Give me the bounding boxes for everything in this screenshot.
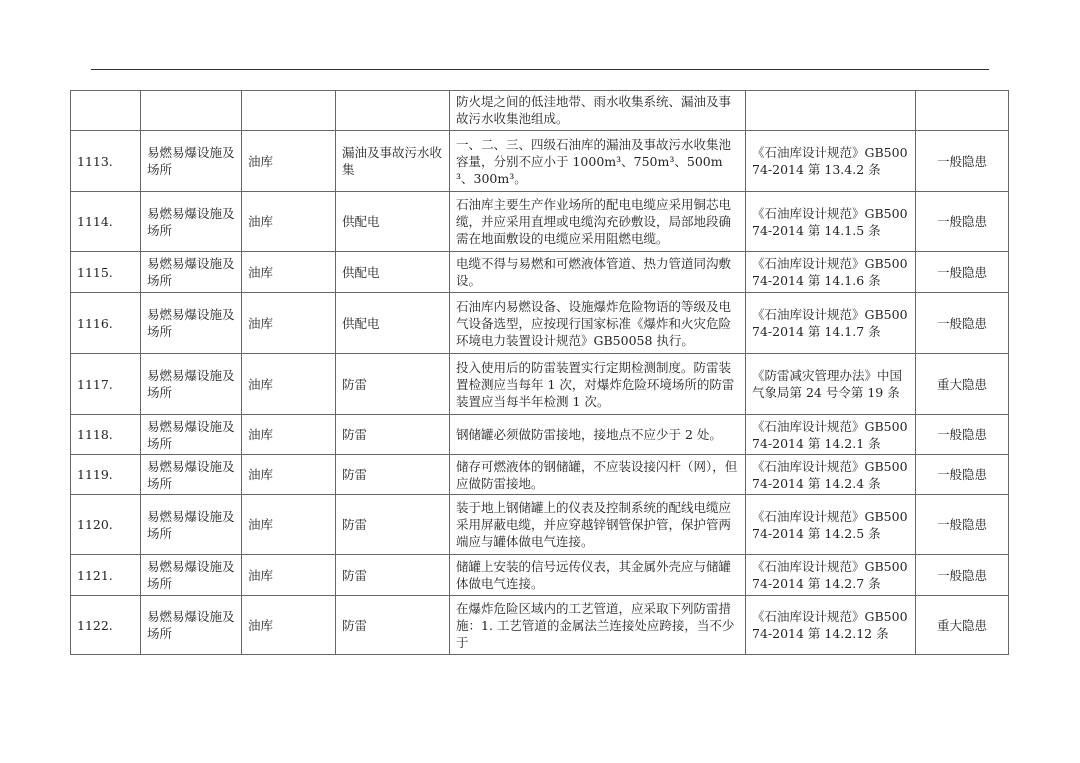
cell-level: 一般隐患 xyxy=(916,495,1009,555)
cell-level: 重大隐患 xyxy=(916,354,1009,415)
cell-item: 供配电 xyxy=(336,192,450,252)
cell-basis: 《石油库设计规范》GB50074-2014 第 14.2.5 条 xyxy=(746,495,916,555)
cell-basis: 《石油库设计规范》GB50074-2014 第 13.4.2 条 xyxy=(746,131,916,192)
cell-basis: 《石油库设计规范》GB50074-2014 第 14.2.1 条 xyxy=(746,415,916,455)
cell-item: 防雷 xyxy=(336,354,450,415)
cell-site: 油库 xyxy=(242,495,336,555)
cell-site: 油库 xyxy=(242,354,336,415)
cell-site: 油库 xyxy=(242,252,336,293)
cell-no: 1122. xyxy=(71,596,141,655)
cell-no: 1114. xyxy=(71,192,141,252)
cell-site: 油库 xyxy=(242,555,336,596)
cell-item: 供配电 xyxy=(336,252,450,293)
cell-level: 一般隐患 xyxy=(916,252,1009,293)
cell-level: 一般隐患 xyxy=(916,131,1009,192)
cell-site: 油库 xyxy=(242,596,336,655)
cell-basis: 《石油库设计规范》GB50074-2014 第 14.1.6 条 xyxy=(746,252,916,293)
cell-content: 电缆不得与易燃和可燃液体管道、热力管道同沟敷设。 xyxy=(450,252,746,293)
cell-category: 易燃易爆设施及场所 xyxy=(141,252,242,293)
cell-site: 油库 xyxy=(242,415,336,455)
cell-no: 1113. xyxy=(71,131,141,192)
table-row xyxy=(71,192,1009,252)
cell-content: 装于地上钢储罐上的仪表及控制系统的配线电缆应采用屏蔽电缆，并应穿越锌钢管保护管，保护管两端应与罐体做电气连接。 xyxy=(450,495,746,555)
cell-site xyxy=(242,91,336,131)
cell-item: 防雷 xyxy=(336,596,450,655)
cell-category: 易燃易爆设施及场所 xyxy=(141,596,242,655)
cell-site: 油库 xyxy=(242,131,336,192)
header-rule xyxy=(91,69,989,70)
cell-content: 石油库主要生产作业场所的配电电缆应采用铜芯电缆，并应采用直埋或电缆沟充砂敷设，局部地段确需在地面敷设的电缆应采用阻燃电缆。 xyxy=(450,192,746,252)
table-row xyxy=(71,455,1009,495)
cell-level: 一般隐患 xyxy=(916,555,1009,596)
cell-no: 1118. xyxy=(71,415,141,455)
cell-category: 易燃易爆设施及场所 xyxy=(141,293,242,354)
table-row xyxy=(71,415,1009,455)
cell-content: 在爆炸危险区域内的工艺管道，应采取下列防雷措施：1. 工艺管道的金属法兰连接处应跨接，当不少于 xyxy=(450,596,746,655)
cell-site: 油库 xyxy=(242,192,336,252)
cell-item: 防雷 xyxy=(336,495,450,555)
cell-category: 易燃易爆设施及场所 xyxy=(141,555,242,596)
cell-item: 防雷 xyxy=(336,455,450,495)
cell-no xyxy=(71,91,141,131)
cell-content: 石油库内易燃设备、设施爆炸危险物语的等级及电气设备选型，应按现行国家标准《爆炸和火灾危险环境电力装置设计规范》GB50058 执行。 xyxy=(450,293,746,354)
cell-level xyxy=(916,91,1009,131)
cell-level: 一般隐患 xyxy=(916,455,1009,495)
cell-content: 钢储罐必须做防雷接地，接地点不应少于 2 处。 xyxy=(450,415,746,455)
cell-category: 易燃易爆设施及场所 xyxy=(141,495,242,555)
cell-site: 油库 xyxy=(242,455,336,495)
cell-no: 1115. xyxy=(71,252,141,293)
cell-basis: 《石油库设计规范》GB50074-2014 第 14.1.5 条 xyxy=(746,192,916,252)
cell-category: 易燃易爆设施及场所 xyxy=(141,455,242,495)
table-row xyxy=(71,596,1009,655)
cell-category: 易燃易爆设施及场所 xyxy=(141,415,242,455)
cell-basis xyxy=(746,91,916,131)
cell-level: 重大隐患 xyxy=(916,596,1009,655)
cell-no: 1116. xyxy=(71,293,141,354)
table-row xyxy=(71,354,1009,415)
cell-content: 一、二、三、四级石油库的漏油及事故污水收集池容量，分别不应小于 1000m³、750m³、500m³、300m³。 xyxy=(450,131,746,192)
cell-content: 储罐上安装的信号远传仪表，其金属外壳应与储罐体做电气连接。 xyxy=(450,555,746,596)
cell-no: 1121. xyxy=(71,555,141,596)
cell-basis: 《防雷减灾管理办法》中国气象局第 24 号令第 19 条 xyxy=(746,354,916,415)
cell-item: 防雷 xyxy=(336,415,450,455)
table-row xyxy=(71,252,1009,293)
cell-category: 易燃易爆设施及场所 xyxy=(141,354,242,415)
table-row xyxy=(71,293,1009,354)
cell-content: 储存可燃液体的钢储罐，不应装设接闪杆（网），但应做防雷接地。 xyxy=(450,455,746,495)
cell-item: 漏油及事故污水收集 xyxy=(336,131,450,192)
cell-item: 供配电 xyxy=(336,293,450,354)
hazard-table xyxy=(70,90,1009,655)
cell-level: 一般隐患 xyxy=(916,415,1009,455)
cell-level: 一般隐患 xyxy=(916,192,1009,252)
table-row xyxy=(71,555,1009,596)
cell-basis: 《石油库设计规范》GB50074-2014 第 14.2.7 条 xyxy=(746,555,916,596)
cell-no: 1119. xyxy=(71,455,141,495)
cell-basis: 《石油库设计规范》GB50074-2014 第 14.2.12 条 xyxy=(746,596,916,655)
cell-level: 一般隐患 xyxy=(916,293,1009,354)
cell-content: 投入使用后的防雷装置实行定期检测制度。防雷装置检测应当每年 1 次，对爆炸危险环境场所的防雷装置应当每半年检测 1 次。 xyxy=(450,354,746,415)
cell-site: 油库 xyxy=(242,293,336,354)
cell-content: 防火堤之间的低洼地带、雨水收集系统、漏油及事故污水收集池组成。 xyxy=(450,91,746,131)
cell-category: 易燃易爆设施及场所 xyxy=(141,131,242,192)
table-row xyxy=(71,131,1009,192)
cell-basis: 《石油库设计规范》GB50074-2014 第 14.2.4 条 xyxy=(746,455,916,495)
table-row xyxy=(71,495,1009,555)
cell-no: 1117. xyxy=(71,354,141,415)
cell-category: 易燃易爆设施及场所 xyxy=(141,192,242,252)
cell-basis: 《石油库设计规范》GB50074-2014 第 14.1.7 条 xyxy=(746,293,916,354)
cell-item xyxy=(336,91,450,131)
cell-no: 1120. xyxy=(71,495,141,555)
cell-item: 防雷 xyxy=(336,555,450,596)
table-row xyxy=(71,91,1009,131)
cell-category xyxy=(141,91,242,131)
